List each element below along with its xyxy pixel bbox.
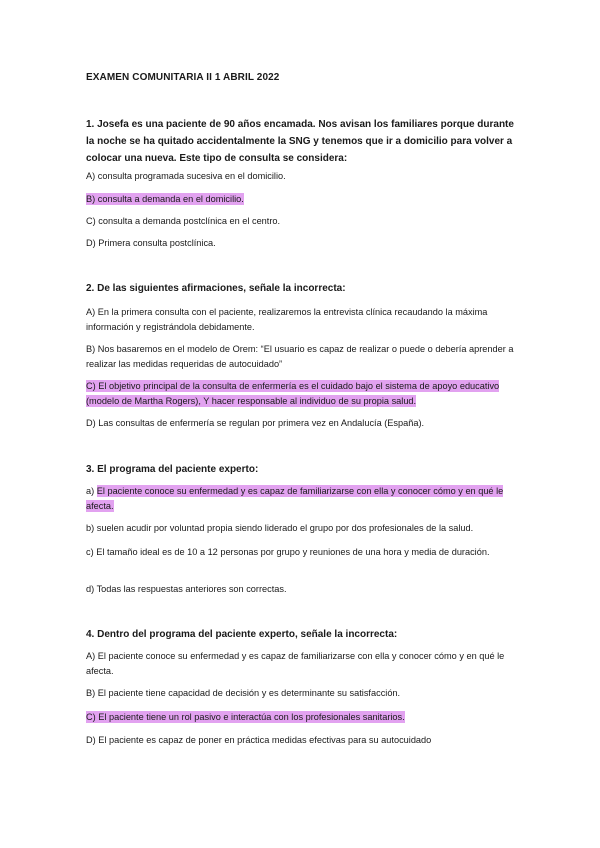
exam-title: EXAMEN COMUNITARIA II 1 ABRIL 2022: [86, 72, 280, 83]
question-2: [86, 280, 514, 428]
question-1-option-c: C) consulta a demanda postclínica en el centro.: [86, 216, 281, 226]
highlighted-answer: C) El objetivo principal de la consulta de enfermería es el cuidado bajo el sistema de apoyo educativo (modelo de Martha Rogers), Y hacer responsable al individuo de su propia salud.: [86, 381, 500, 406]
highlighted-answer: B) consulta a demanda en el domicilio.: [86, 194, 244, 204]
question-1-option-d: D) Primera consulta postclínica.: [86, 238, 216, 248]
question-2-option-a: A) En la primera consulta con el paciente, realizaremos la entrevista clínica recaudando la máxima información y registrándola debidamente.: [86, 307, 488, 332]
question-3-option-b: b) suelen acudir por voluntad propia siendo liderado el grupo por dos profesionales de la salud.: [86, 523, 474, 533]
question-4: [86, 626, 514, 745]
question-2-text: 2. De las siguientes afirmaciones, señale la incorrecta:: [86, 283, 346, 294]
question-4-option-c: [86, 710, 514, 725]
question-1-option-a: A) consulta programada sucesiva en el domicilio.: [86, 171, 286, 181]
question-4-option-b: B) El paciente tiene capacidad de decisión y es determinante su satisfacción.: [86, 688, 401, 698]
question-4-text: 4. Dentro del programa del paciente experto, señale la incorrecta:: [86, 629, 398, 640]
question-1: [86, 116, 514, 248]
question-2-option-d: D) Las consultas de enfermería se regulan por primera vez en Andalucía (España).: [86, 418, 425, 428]
highlighted-answer: El paciente conoce su enfermedad y es capaz de familiarizarse con ella y conocer cómo y en qué le afecta.: [86, 486, 504, 511]
question-3-option-a: a) El paciente conoce su enfermedad y es capaz de familiarizarse con ella y conocer cómo y en qué le afecta.: [86, 486, 504, 511]
question-3-text: 3. El programa del paciente experto:: [86, 464, 259, 475]
question-3: [86, 461, 514, 594]
question-4-option-d: D) El paciente es capaz de poner en práctica medidas efectivas para su autocuidado: [86, 735, 432, 745]
question-1-option-b: [86, 192, 514, 207]
highlighted-answer: C) El paciente tiene un rol pasivo e interactúa con los profesionales sanitarios.: [86, 712, 405, 722]
question-1-text: 1. Josefa es una paciente de 90 años encamada. Nos avisan los familiares porque durante la noche se ha quitado accidentalmente la SNG y tenemos que ir a domicilio para volver a colocar una nueva. Este tipo de consulta se considera:: [86, 119, 514, 164]
question-2-option-c: [86, 379, 514, 409]
question-2-option-b: B) Nos basaremos en el modelo de Orem: “El usuario es capaz de realizar o puede o debería aprender a realizar las medidas requeridas de autocuidado”: [86, 344, 514, 369]
question-3-option-d: d) Todas las respuestas anteriores son correctas.: [86, 584, 287, 594]
question-3-option-c: c) El tamaño ideal es de 10 a 12 personas por grupo y reuniones de una hora y media de duración.: [86, 547, 490, 557]
question-4-option-a: A) El paciente conoce su enfermedad y es capaz de familiarizarse con ella y conocer cómo y en qué le afecta.: [86, 651, 505, 676]
